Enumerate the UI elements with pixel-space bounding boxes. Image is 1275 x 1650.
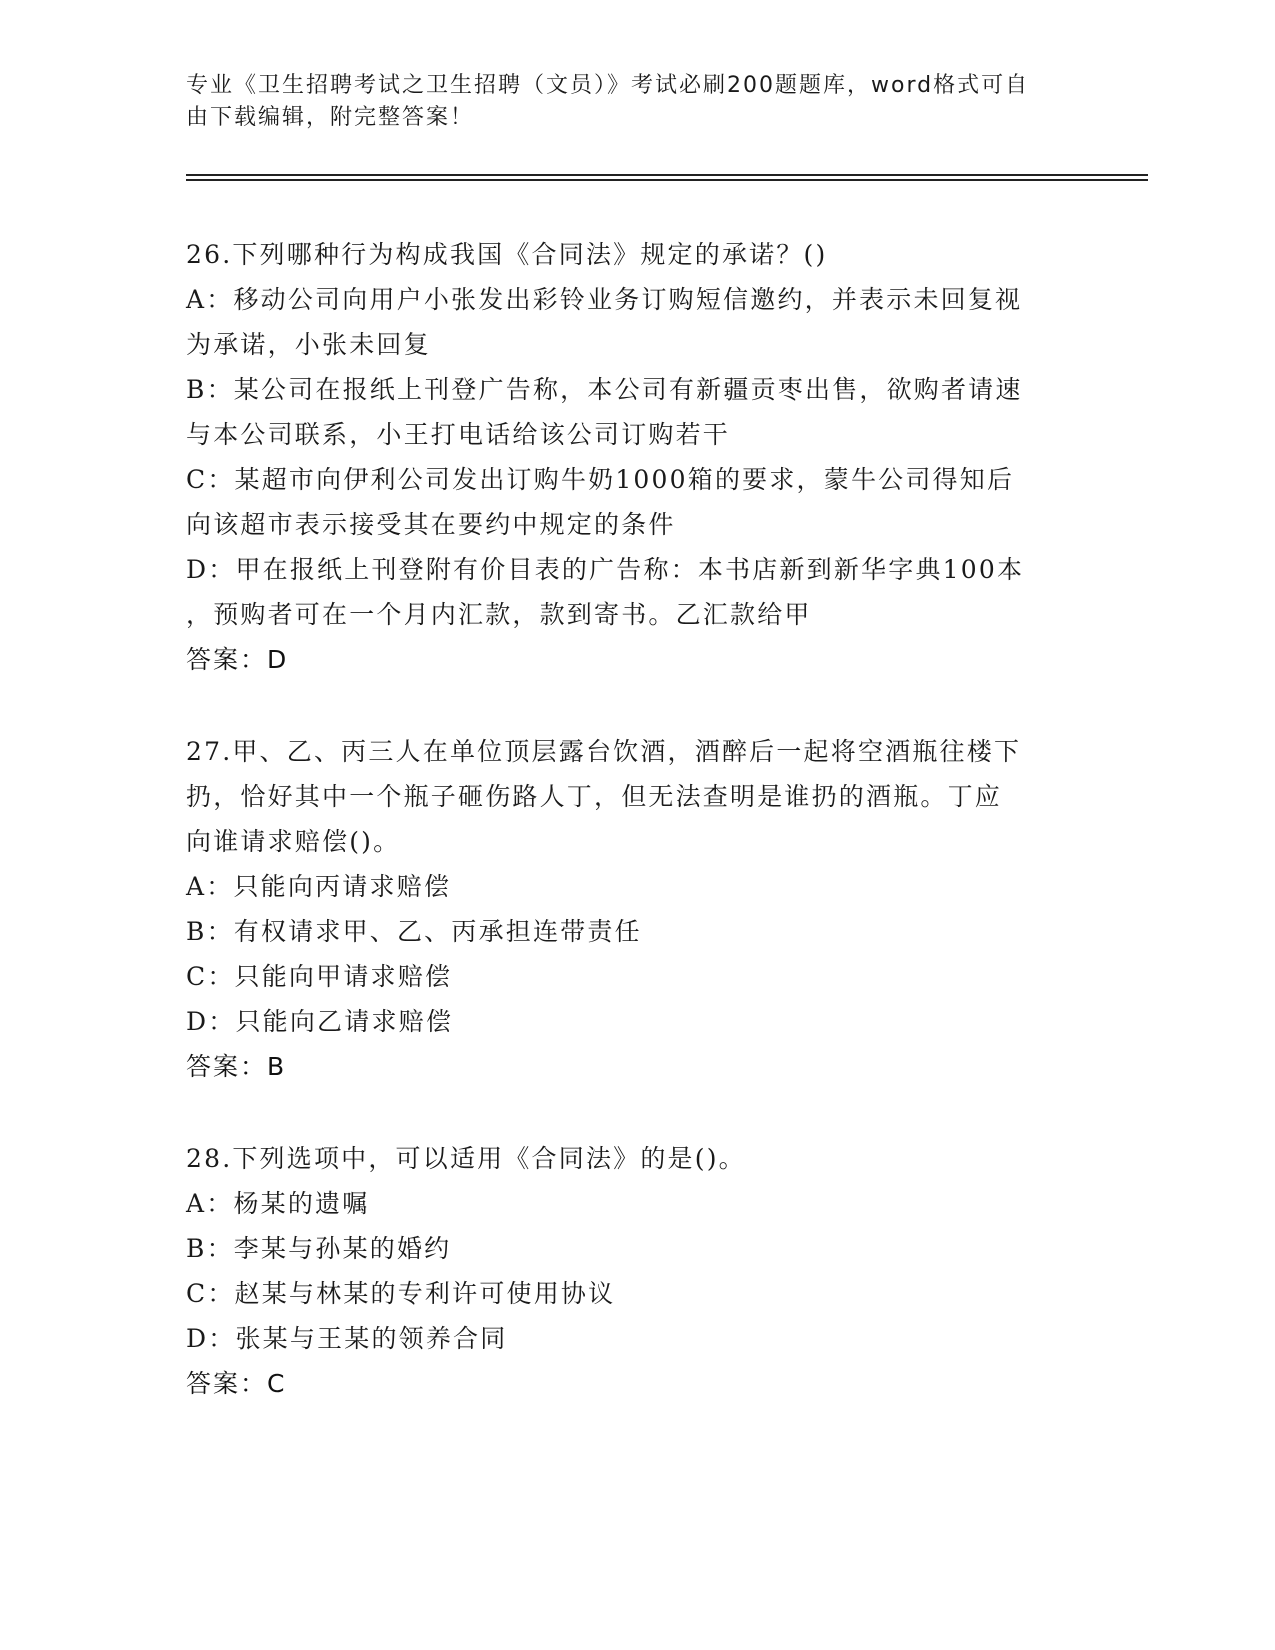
question-text-line-2: 扔，恰好其中一个瓶子砸伤路人丁，但无法查明是谁扔的酒瓶。丁应 [186,782,1003,811]
option-d: D：只能向乙请求赔偿 [186,1007,454,1036]
option-d-line-1: D：甲在报纸上刊登附有价目表的广告称：本书店新到新华字典100本 [186,555,1025,584]
option-c-line-2: 向该超市表示接受其在要约中规定的条件 [186,510,676,539]
question-text-line-1: 27.甲、乙、丙三人在单位顶层露台饮酒，酒醉后一起将空酒瓶往楼下 [186,737,1022,766]
option-c: C：只能向甲请求赔偿 [186,962,453,991]
document-header [186,70,1066,134]
header-line-1: 专业《卫生招聘考试之卫生招聘（文员）》考试必刷200题题库，word格式可自 [186,73,1030,98]
option-b-line-1: B：某公司在报纸上刊登广告称，本公司有新疆贡枣出售，欲购者请速 [186,375,1023,404]
answer-label: 答案：B [186,1052,287,1081]
option-d: D：张某与王某的领养合同 [186,1324,508,1353]
header-line-2: 由下载编辑，附完整答案！ [186,105,475,130]
answer-label: 答案：D [186,645,289,674]
option-c: C：赵某与林某的专利许可使用协议 [186,1279,616,1308]
option-a-line-2: 为承诺，小张未回复 [186,330,431,359]
question-26 [186,232,1086,682]
question-27 [186,729,1086,1089]
option-a: A：只能向丙请求赔偿 [186,872,452,901]
option-d-line-2: ，预购者可在一个月内汇款，款到寄书。乙汇款给甲 [186,600,812,629]
question-list [186,232,1086,1453]
header-divider-bottom [186,179,1148,181]
question-text: 28.下列选项中，可以适用《合同法》的是()。 [186,1144,746,1173]
question-text-line-3: 向谁请求赔偿()。 [186,827,401,856]
option-b: B：有权请求甲、乙、丙承担连带责任 [186,917,642,946]
option-b: B：李某与孙某的婚约 [186,1234,452,1263]
option-c-line-1: C：某超市向伊利公司发出订购牛奶1000箱的要求，蒙牛公司得知后 [186,465,1015,494]
header-divider-top [186,174,1148,176]
option-a-line-1: A：移动公司向用户小张发出彩铃业务订购短信邀约，并表示未回复视 [186,285,1023,314]
question-text: 26.下列哪种行为构成我国《合同法》规定的承诺？() [186,240,828,269]
option-b-line-2: 与本公司联系，小王打电话给该公司订购若干 [186,420,731,449]
option-a: A：杨某的遗嘱 [186,1189,370,1218]
question-28 [186,1136,1086,1406]
answer-label: 答案：C [186,1369,287,1398]
